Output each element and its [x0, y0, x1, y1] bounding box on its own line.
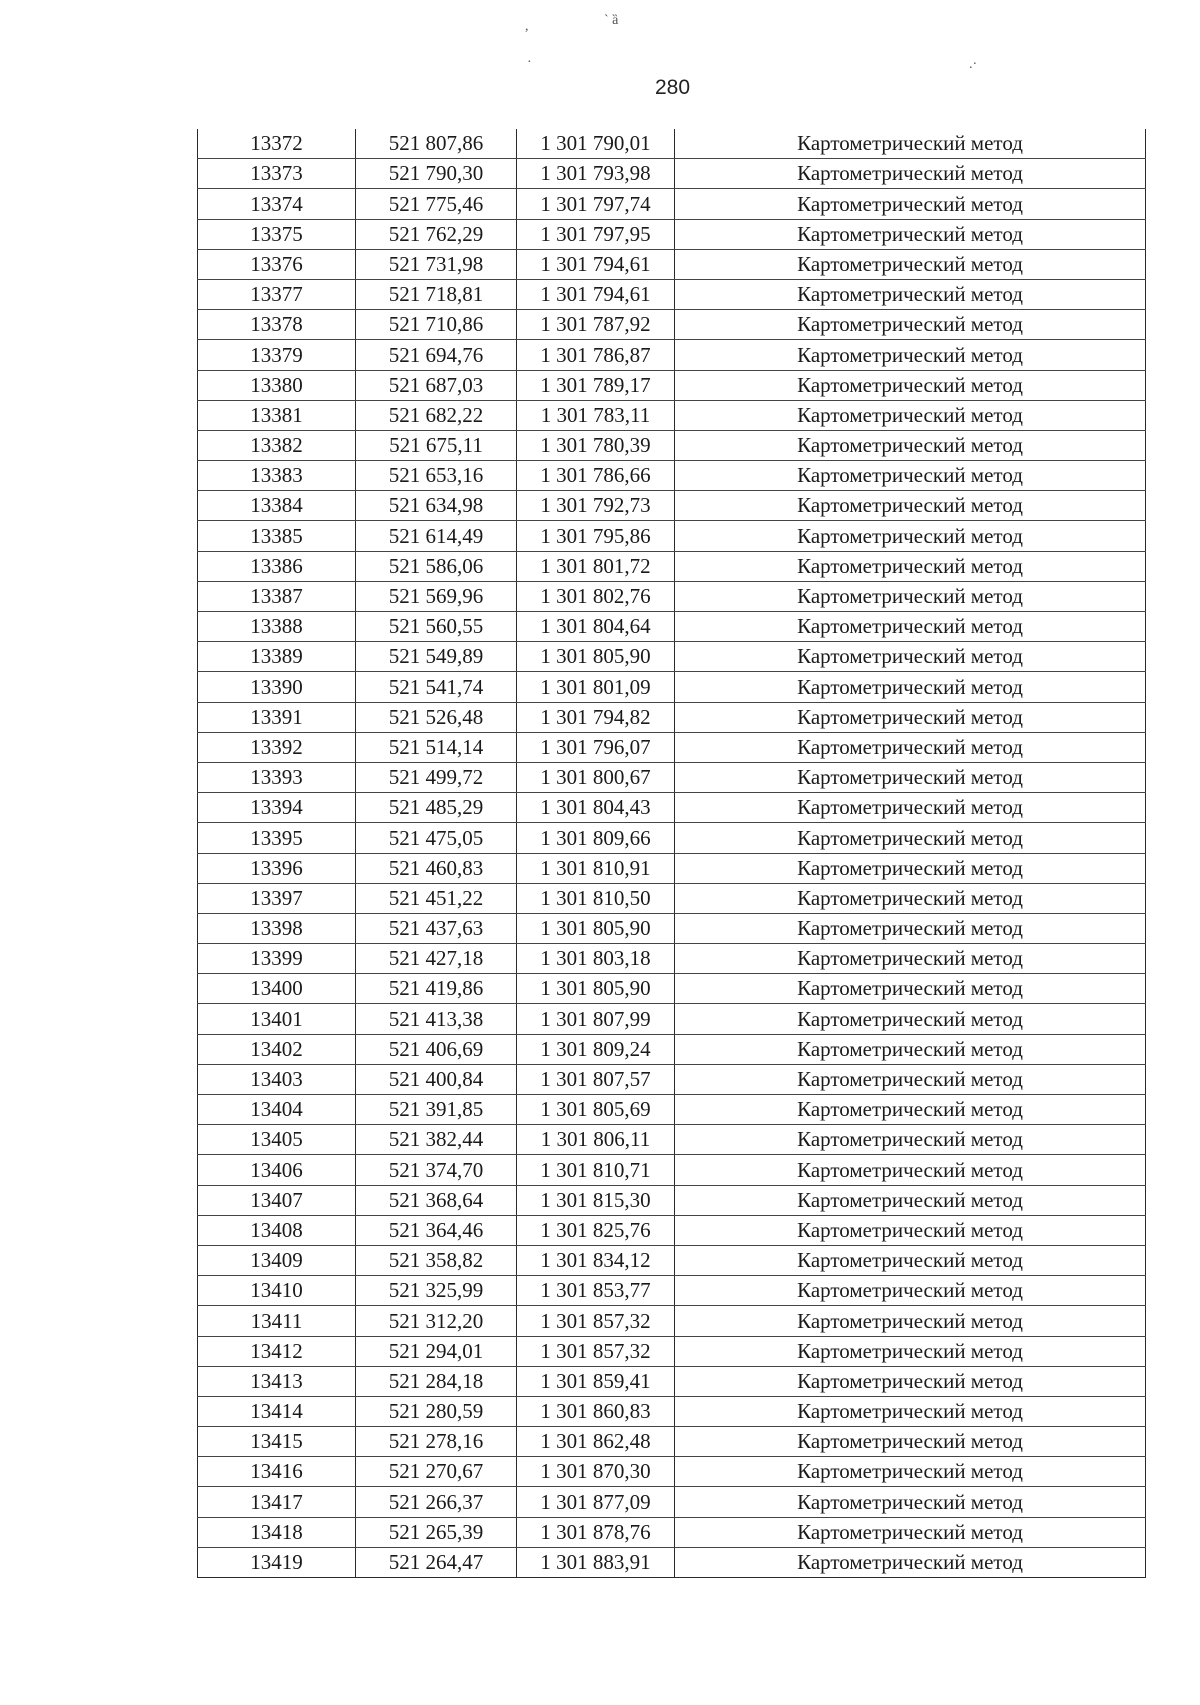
method-cell: Картометрический метод [675, 1547, 1146, 1577]
scan-speck: ` ȁ [604, 13, 619, 28]
table-row [198, 370, 1146, 400]
point-number-cell: 13397 [198, 883, 356, 913]
y-coordinate-cell: 1 301 804,64 [517, 612, 675, 642]
method-cell: Картометрический метод [675, 370, 1146, 400]
x-coordinate-cell: 521 475,05 [356, 823, 517, 853]
x-coordinate-cell: 521 325,99 [356, 1276, 517, 1306]
x-coordinate-cell: 521 675,11 [356, 430, 517, 460]
point-number-cell: 13417 [198, 1487, 356, 1517]
table-row [198, 189, 1146, 219]
table-row [198, 1427, 1146, 1457]
y-coordinate-cell: 1 301 800,67 [517, 762, 675, 792]
y-coordinate-cell: 1 301 787,92 [517, 310, 675, 340]
point-number-cell: 13408 [198, 1215, 356, 1245]
point-number-cell: 13398 [198, 913, 356, 943]
y-coordinate-cell: 1 301 809,66 [517, 823, 675, 853]
y-coordinate-cell: 1 301 802,76 [517, 581, 675, 611]
method-cell: Картометрический метод [675, 159, 1146, 189]
scan-speck: · [527, 55, 532, 70]
method-cell: Картометрический метод [675, 189, 1146, 219]
method-cell: Картометрический метод [675, 1064, 1146, 1094]
point-number-cell: 13388 [198, 612, 356, 642]
point-number-cell: 13373 [198, 159, 356, 189]
x-coordinate-cell: 521 514,14 [356, 732, 517, 762]
x-coordinate-cell: 521 265,39 [356, 1517, 517, 1547]
method-cell: Картометрический метод [675, 642, 1146, 672]
point-number-cell: 13378 [198, 310, 356, 340]
y-coordinate-cell: 1 301 810,91 [517, 853, 675, 883]
method-cell: Картометрический метод [675, 1396, 1146, 1426]
table-row [198, 913, 1146, 943]
point-number-cell: 13411 [198, 1306, 356, 1336]
point-number-cell: 13372 [198, 129, 356, 159]
y-coordinate-cell: 1 301 793,98 [517, 159, 675, 189]
point-number-cell: 13379 [198, 340, 356, 370]
x-coordinate-cell: 521 687,03 [356, 370, 517, 400]
point-number-cell: 13402 [198, 1034, 356, 1064]
table-row [198, 944, 1146, 974]
x-coordinate-cell: 521 710,86 [356, 310, 517, 340]
method-cell: Картометрический метод [675, 219, 1146, 249]
method-cell: Картометрический метод [675, 340, 1146, 370]
y-coordinate-cell: 1 301 792,73 [517, 491, 675, 521]
point-number-cell: 13383 [198, 461, 356, 491]
x-coordinate-cell: 521 634,98 [356, 491, 517, 521]
table-row [198, 883, 1146, 913]
y-coordinate-cell: 1 301 786,66 [517, 461, 675, 491]
y-coordinate-cell: 1 301 810,71 [517, 1155, 675, 1185]
method-cell: Картометрический метод [675, 762, 1146, 792]
y-coordinate-cell: 1 301 780,39 [517, 430, 675, 460]
y-coordinate-cell: 1 301 878,76 [517, 1517, 675, 1547]
table-row [198, 310, 1146, 340]
table-row [198, 581, 1146, 611]
table-row [198, 1306, 1146, 1336]
method-cell: Картометрический метод [675, 823, 1146, 853]
method-cell: Картометрический метод [675, 913, 1146, 943]
table-row [198, 219, 1146, 249]
method-cell: Картометрический метод [675, 1306, 1146, 1336]
table-row [198, 461, 1146, 491]
point-number-cell: 13404 [198, 1095, 356, 1125]
table-row [198, 491, 1146, 521]
table-row [198, 279, 1146, 309]
y-coordinate-cell: 1 301 801,72 [517, 551, 675, 581]
point-number-cell: 13416 [198, 1457, 356, 1487]
x-coordinate-cell: 521 312,20 [356, 1306, 517, 1336]
point-number-cell: 13400 [198, 974, 356, 1004]
y-coordinate-cell: 1 301 862,48 [517, 1427, 675, 1457]
method-cell: Картометрический метод [675, 974, 1146, 1004]
x-coordinate-cell: 521 437,63 [356, 913, 517, 943]
table-row [198, 732, 1146, 762]
y-coordinate-cell: 1 301 805,90 [517, 642, 675, 672]
table-row [198, 762, 1146, 792]
x-coordinate-cell: 521 762,29 [356, 219, 517, 249]
x-coordinate-cell: 521 541,74 [356, 672, 517, 702]
point-number-cell: 13415 [198, 1427, 356, 1457]
page-number: 280 [654, 76, 691, 99]
y-coordinate-cell: 1 301 797,74 [517, 189, 675, 219]
method-cell: Картометрический метод [675, 1427, 1146, 1457]
table-row [198, 642, 1146, 672]
table-row [198, 672, 1146, 702]
table-row [198, 1396, 1146, 1426]
y-coordinate-cell: 1 301 857,32 [517, 1306, 675, 1336]
method-cell: Картометрический метод [675, 1366, 1146, 1396]
y-coordinate-cell: 1 301 794,61 [517, 249, 675, 279]
x-coordinate-cell: 521 294,01 [356, 1336, 517, 1366]
scan-speck: .· [969, 57, 978, 72]
y-coordinate-cell: 1 301 860,83 [517, 1396, 675, 1426]
method-cell: Картометрический метод [675, 1245, 1146, 1275]
table-row [198, 1366, 1146, 1396]
method-cell: Картометрический метод [675, 1487, 1146, 1517]
y-coordinate-cell: 1 301 810,50 [517, 883, 675, 913]
point-number-cell: 13414 [198, 1396, 356, 1426]
table-row [198, 1095, 1146, 1125]
x-coordinate-cell: 521 560,55 [356, 612, 517, 642]
x-coordinate-cell: 521 413,38 [356, 1004, 517, 1034]
coordinates-table [197, 129, 1146, 1578]
point-number-cell: 13406 [198, 1155, 356, 1185]
point-number-cell: 13393 [198, 762, 356, 792]
y-coordinate-cell: 1 301 870,30 [517, 1457, 675, 1487]
point-number-cell: 13384 [198, 491, 356, 521]
y-coordinate-cell: 1 301 794,61 [517, 279, 675, 309]
table-row [198, 551, 1146, 581]
point-number-cell: 13407 [198, 1185, 356, 1215]
y-coordinate-cell: 1 301 877,09 [517, 1487, 675, 1517]
y-coordinate-cell: 1 301 796,07 [517, 732, 675, 762]
point-number-cell: 13374 [198, 189, 356, 219]
method-cell: Картометрический метод [675, 491, 1146, 521]
point-number-cell: 13396 [198, 853, 356, 883]
point-number-cell: 13390 [198, 672, 356, 702]
x-coordinate-cell: 521 731,98 [356, 249, 517, 279]
y-coordinate-cell: 1 301 805,69 [517, 1095, 675, 1125]
point-number-cell: 13385 [198, 521, 356, 551]
x-coordinate-cell: 521 790,30 [356, 159, 517, 189]
y-coordinate-cell: 1 301 825,76 [517, 1215, 675, 1245]
point-number-cell: 13403 [198, 1064, 356, 1094]
method-cell: Картометрический метод [675, 944, 1146, 974]
point-number-cell: 13381 [198, 400, 356, 430]
y-coordinate-cell: 1 301 815,30 [517, 1185, 675, 1215]
y-coordinate-cell: 1 301 786,87 [517, 340, 675, 370]
method-cell: Картометрический метод [675, 1185, 1146, 1215]
method-cell: Картометрический метод [675, 612, 1146, 642]
method-cell: Картометрический метод [675, 551, 1146, 581]
x-coordinate-cell: 521 266,37 [356, 1487, 517, 1517]
table-row [198, 702, 1146, 732]
point-number-cell: 13394 [198, 793, 356, 823]
table-row [198, 1276, 1146, 1306]
method-cell: Картометрический метод [675, 672, 1146, 702]
x-coordinate-cell: 521 549,89 [356, 642, 517, 672]
point-number-cell: 13375 [198, 219, 356, 249]
x-coordinate-cell: 521 485,29 [356, 793, 517, 823]
x-coordinate-cell: 521 264,47 [356, 1547, 517, 1577]
method-cell: Картометрический метод [675, 430, 1146, 460]
table-row [198, 129, 1146, 159]
x-coordinate-cell: 521 718,81 [356, 279, 517, 309]
point-number-cell: 13377 [198, 279, 356, 309]
table-row [198, 430, 1146, 460]
x-coordinate-cell: 521 270,67 [356, 1457, 517, 1487]
point-number-cell: 13387 [198, 581, 356, 611]
y-coordinate-cell: 1 301 809,24 [517, 1034, 675, 1064]
x-coordinate-cell: 521 451,22 [356, 883, 517, 913]
point-number-cell: 13389 [198, 642, 356, 672]
y-coordinate-cell: 1 301 806,11 [517, 1125, 675, 1155]
x-coordinate-cell: 521 427,18 [356, 944, 517, 974]
point-number-cell: 13386 [198, 551, 356, 581]
table-row [198, 853, 1146, 883]
x-coordinate-cell: 521 419,86 [356, 974, 517, 1004]
y-coordinate-cell: 1 301 804,43 [517, 793, 675, 823]
table-row [198, 521, 1146, 551]
y-coordinate-cell: 1 301 803,18 [517, 944, 675, 974]
method-cell: Картометрический метод [675, 1276, 1146, 1306]
point-number-cell: 13392 [198, 732, 356, 762]
y-coordinate-cell: 1 301 807,57 [517, 1064, 675, 1094]
point-number-cell: 13418 [198, 1517, 356, 1547]
point-number-cell: 13376 [198, 249, 356, 279]
x-coordinate-cell: 521 694,76 [356, 340, 517, 370]
point-number-cell: 13413 [198, 1366, 356, 1396]
point-number-cell: 13395 [198, 823, 356, 853]
table-row [198, 1004, 1146, 1034]
table-row [198, 1245, 1146, 1275]
y-coordinate-cell: 1 301 883,91 [517, 1547, 675, 1577]
table-row [198, 1487, 1146, 1517]
x-coordinate-cell: 521 364,46 [356, 1215, 517, 1245]
x-coordinate-cell: 521 775,46 [356, 189, 517, 219]
table-row [198, 823, 1146, 853]
method-cell: Картометрический метод [675, 279, 1146, 309]
point-number-cell: 13380 [198, 370, 356, 400]
y-coordinate-cell: 1 301 807,99 [517, 1004, 675, 1034]
point-number-cell: 13410 [198, 1276, 356, 1306]
y-coordinate-cell: 1 301 801,09 [517, 672, 675, 702]
point-number-cell: 13391 [198, 702, 356, 732]
table-row [198, 400, 1146, 430]
table-row [198, 159, 1146, 189]
method-cell: Картометрический метод [675, 1517, 1146, 1547]
x-coordinate-cell: 521 280,59 [356, 1396, 517, 1426]
method-cell: Картометрический метод [675, 1034, 1146, 1064]
method-cell: Картометрический метод [675, 702, 1146, 732]
method-cell: Картометрический метод [675, 581, 1146, 611]
table-row [198, 1064, 1146, 1094]
method-cell: Картометрический метод [675, 1004, 1146, 1034]
method-cell: Картометрический метод [675, 1457, 1146, 1487]
point-number-cell: 13405 [198, 1125, 356, 1155]
table-row [198, 793, 1146, 823]
method-cell: Картометрический метод [675, 1095, 1146, 1125]
scan-speck: , [525, 19, 529, 34]
x-coordinate-cell: 521 614,49 [356, 521, 517, 551]
x-coordinate-cell: 521 569,96 [356, 581, 517, 611]
table-row [198, 974, 1146, 1004]
method-cell: Картометрический метод [675, 732, 1146, 762]
point-number-cell: 13419 [198, 1547, 356, 1577]
y-coordinate-cell: 1 301 857,32 [517, 1336, 675, 1366]
y-coordinate-cell: 1 301 794,82 [517, 702, 675, 732]
method-cell: Картометрический метод [675, 1215, 1146, 1245]
x-coordinate-cell: 521 682,22 [356, 400, 517, 430]
table-row [198, 1185, 1146, 1215]
y-coordinate-cell: 1 301 790,01 [517, 129, 675, 159]
method-cell: Картометрический метод [675, 249, 1146, 279]
point-number-cell: 13412 [198, 1336, 356, 1366]
table-row [198, 1034, 1146, 1064]
x-coordinate-cell: 521 400,84 [356, 1064, 517, 1094]
y-coordinate-cell: 1 301 853,77 [517, 1276, 675, 1306]
method-cell: Картометрический метод [675, 1155, 1146, 1185]
table-row [198, 1155, 1146, 1185]
method-cell: Картометрический метод [675, 853, 1146, 883]
x-coordinate-cell: 521 499,72 [356, 762, 517, 792]
method-cell: Картометрический метод [675, 1125, 1146, 1155]
table-row [198, 1517, 1146, 1547]
table-row [198, 1547, 1146, 1577]
method-cell: Картометрический метод [675, 793, 1146, 823]
x-coordinate-cell: 521 406,69 [356, 1034, 517, 1064]
point-number-cell: 13399 [198, 944, 356, 974]
table-row [198, 1336, 1146, 1366]
x-coordinate-cell: 521 807,86 [356, 129, 517, 159]
x-coordinate-cell: 521 358,82 [356, 1245, 517, 1275]
method-cell: Картометрический метод [675, 1336, 1146, 1366]
table-row [198, 1125, 1146, 1155]
method-cell: Картометрический метод [675, 461, 1146, 491]
point-number-cell: 13382 [198, 430, 356, 460]
method-cell: Картометрический метод [675, 400, 1146, 430]
x-coordinate-cell: 521 278,16 [356, 1427, 517, 1457]
x-coordinate-cell: 521 368,64 [356, 1185, 517, 1215]
y-coordinate-cell: 1 301 795,86 [517, 521, 675, 551]
table-row [198, 249, 1146, 279]
x-coordinate-cell: 521 382,44 [356, 1125, 517, 1155]
point-number-cell: 13401 [198, 1004, 356, 1034]
method-cell: Картометрический метод [675, 310, 1146, 340]
y-coordinate-cell: 1 301 797,95 [517, 219, 675, 249]
x-coordinate-cell: 521 284,18 [356, 1366, 517, 1396]
method-cell: Картометрический метод [675, 521, 1146, 551]
x-coordinate-cell: 521 653,16 [356, 461, 517, 491]
x-coordinate-cell: 521 526,48 [356, 702, 517, 732]
y-coordinate-cell: 1 301 805,90 [517, 974, 675, 1004]
method-cell: Картометрический метод [675, 129, 1146, 159]
table-row [198, 1457, 1146, 1487]
y-coordinate-cell: 1 301 789,17 [517, 370, 675, 400]
x-coordinate-cell: 521 391,85 [356, 1095, 517, 1125]
x-coordinate-cell: 521 374,70 [356, 1155, 517, 1185]
table-row [198, 340, 1146, 370]
table-row [198, 1215, 1146, 1245]
method-cell: Картометрический метод [675, 883, 1146, 913]
y-coordinate-cell: 1 301 834,12 [517, 1245, 675, 1275]
x-coordinate-cell: 521 586,06 [356, 551, 517, 581]
table-body [198, 129, 1146, 1578]
y-coordinate-cell: 1 301 805,90 [517, 913, 675, 943]
y-coordinate-cell: 1 301 859,41 [517, 1366, 675, 1396]
x-coordinate-cell: 521 460,83 [356, 853, 517, 883]
point-number-cell: 13409 [198, 1245, 356, 1275]
y-coordinate-cell: 1 301 783,11 [517, 400, 675, 430]
table-row [198, 612, 1146, 642]
